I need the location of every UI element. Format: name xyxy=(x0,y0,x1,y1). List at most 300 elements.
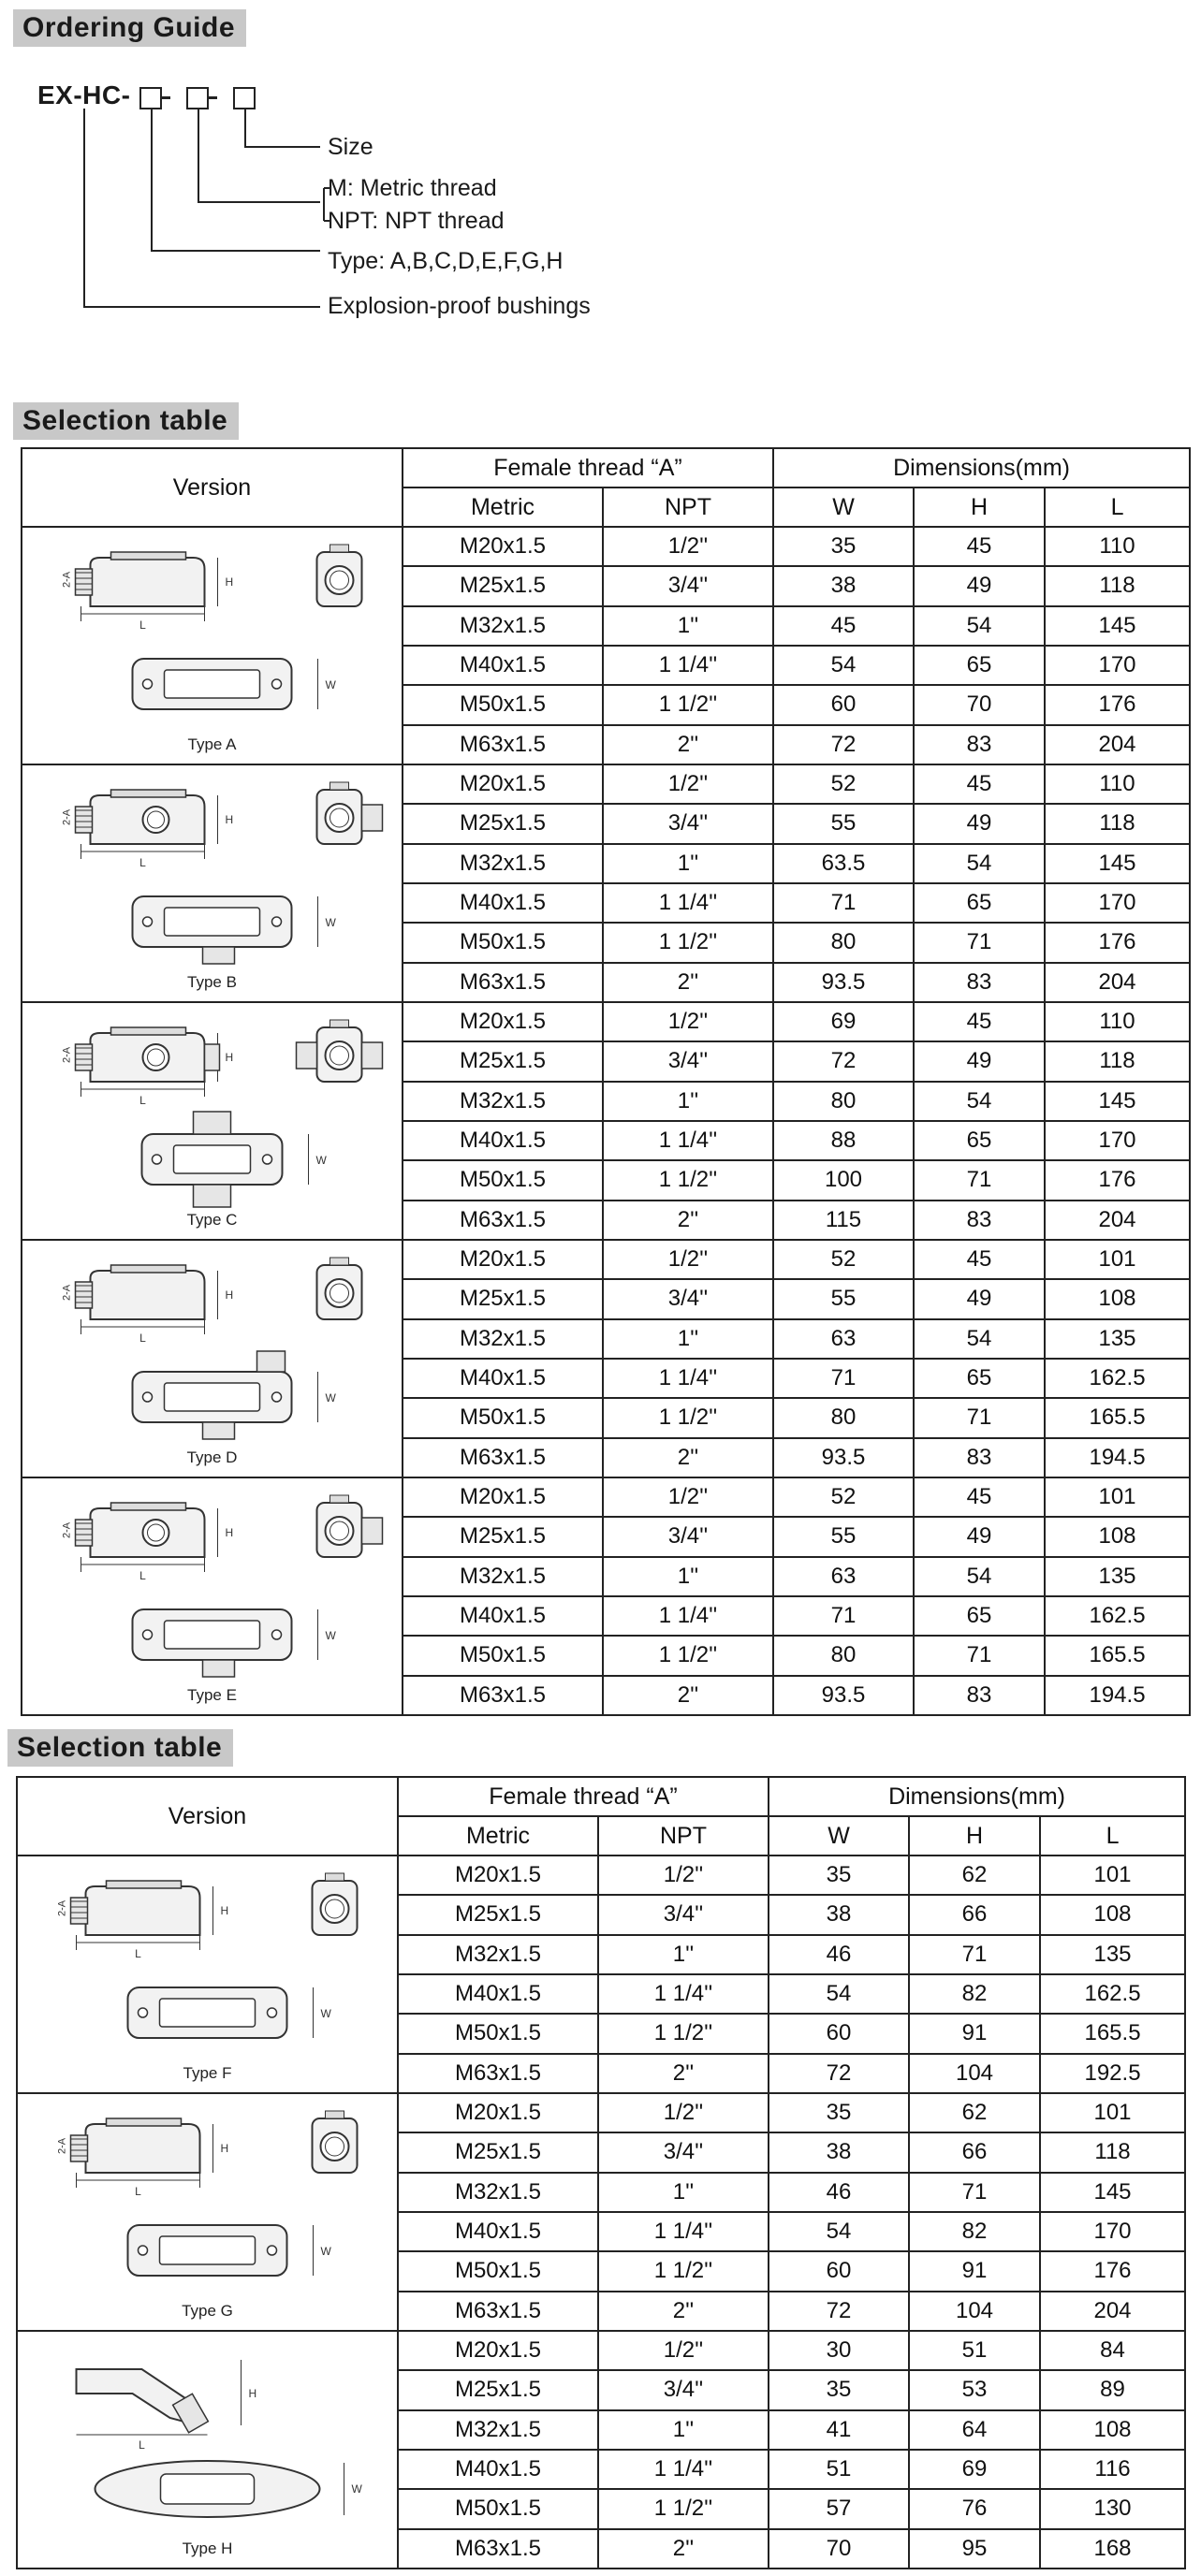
cell-npt: 1 1/2'' xyxy=(598,2014,769,2053)
cell-l: 145 xyxy=(1045,606,1190,646)
ordering-guide xyxy=(0,0,1201,393)
table-row xyxy=(22,1002,1190,1041)
cell-npt: 3/4'' xyxy=(603,1041,773,1081)
svg-text:2-A: 2-A xyxy=(61,1284,73,1301)
col-l-header: L xyxy=(1045,488,1190,527)
cell-l: 110 xyxy=(1045,764,1190,804)
cell-npt: 1'' xyxy=(603,1557,773,1596)
cell-h: 54 xyxy=(914,1557,1045,1596)
cell-npt: 3/4'' xyxy=(603,804,773,843)
version-cell-type-h xyxy=(17,2331,398,2569)
selection-table-title-1: Selection table xyxy=(13,402,239,440)
cell-metric: M63x1.5 xyxy=(403,1438,603,1477)
table-row xyxy=(17,2331,1185,2370)
cell-l: 170 xyxy=(1045,646,1190,685)
cell-h: 104 xyxy=(909,2054,1040,2093)
cell-l: 101 xyxy=(1040,2093,1185,2132)
selection-table-title-2: Selection table xyxy=(7,1729,233,1767)
cell-npt: 3/4'' xyxy=(598,2370,769,2409)
cell-w: 60 xyxy=(769,2251,909,2291)
svg-text:W: W xyxy=(325,678,336,691)
cell-h: 95 xyxy=(909,2529,1040,2569)
cell-l: 118 xyxy=(1045,566,1190,605)
cell-npt: 2'' xyxy=(603,1201,773,1240)
col-l-header: L xyxy=(1040,1816,1185,1856)
cell-h: 71 xyxy=(914,1160,1045,1200)
cell-w: 52 xyxy=(773,764,914,804)
cell-l: 204 xyxy=(1045,963,1190,1002)
cell-l: 110 xyxy=(1045,1002,1190,1041)
type-label: Type A xyxy=(187,735,237,753)
cell-metric: M63x1.5 xyxy=(398,2292,598,2331)
cell-npt: 2'' xyxy=(603,1676,773,1715)
cell-w: 55 xyxy=(773,1279,914,1318)
svg-text:W: W xyxy=(320,2007,331,2020)
cell-h: 83 xyxy=(914,1676,1045,1715)
cell-metric: M32x1.5 xyxy=(398,2173,598,2212)
cell-metric: M63x1.5 xyxy=(398,2054,598,2093)
cell-h: 64 xyxy=(909,2410,1040,2450)
label-metric-thread: M: Metric thread xyxy=(328,175,497,201)
type-h-drawing xyxy=(18,2332,397,2538)
cell-h: 45 xyxy=(914,1002,1045,1041)
cell-npt: 3/4'' xyxy=(603,1517,773,1556)
cell-w: 71 xyxy=(773,1596,914,1636)
cell-l: 162.5 xyxy=(1040,1974,1185,2014)
cell-h: 91 xyxy=(909,2014,1040,2053)
cell-l: 145 xyxy=(1045,1082,1190,1121)
cell-w: 71 xyxy=(773,1359,914,1398)
svg-text:2-A: 2-A xyxy=(56,1899,68,1916)
cell-l: 204 xyxy=(1045,725,1190,764)
cell-h: 65 xyxy=(914,1359,1045,1398)
selection-table-1 xyxy=(21,447,1191,1716)
cell-metric: M63x1.5 xyxy=(403,725,603,764)
cell-w: 63 xyxy=(773,1557,914,1596)
cell-metric: M32x1.5 xyxy=(403,1557,603,1596)
cell-h: 82 xyxy=(909,1974,1040,2014)
cell-metric: M63x1.5 xyxy=(398,2529,598,2569)
cell-l: 162.5 xyxy=(1045,1596,1190,1636)
cell-metric: M63x1.5 xyxy=(403,1676,603,1715)
cell-h: 82 xyxy=(909,2212,1040,2251)
cell-metric: M40x1.5 xyxy=(403,1121,603,1160)
cell-metric: M20x1.5 xyxy=(398,2093,598,2132)
label-size: Size xyxy=(328,134,373,160)
svg-text:L: L xyxy=(135,1947,141,1960)
cell-w: 30 xyxy=(769,2331,909,2370)
cell-h: 65 xyxy=(914,1596,1045,1636)
svg-text:L: L xyxy=(135,2185,141,2198)
cell-npt: 1/2'' xyxy=(603,527,773,566)
cell-npt: 1/2'' xyxy=(598,2331,769,2370)
cell-w: 100 xyxy=(773,1160,914,1200)
cell-npt: 1 1/4'' xyxy=(603,1596,773,1636)
cell-l: 118 xyxy=(1040,2132,1185,2172)
cell-metric: M25x1.5 xyxy=(403,1041,603,1081)
cell-h: 49 xyxy=(914,1517,1045,1556)
cell-l: 192.5 xyxy=(1040,2054,1185,2093)
col-npt-header: NPT xyxy=(603,488,773,527)
header-row-1 xyxy=(22,448,1190,488)
cell-npt: 1'' xyxy=(598,2410,769,2450)
cell-npt: 2'' xyxy=(598,2292,769,2331)
cell-metric: M50x1.5 xyxy=(398,2489,598,2528)
cell-metric: M20x1.5 xyxy=(403,527,603,566)
cell-metric: M32x1.5 xyxy=(398,1935,598,1974)
version-cell-type-a xyxy=(22,527,403,764)
svg-text:H: H xyxy=(248,2387,257,2400)
ordering-code-diagram xyxy=(0,0,1201,393)
version-cell-type-d xyxy=(22,1240,403,1477)
cell-npt: 2'' xyxy=(603,963,773,1002)
cell-h: 71 xyxy=(909,1935,1040,1974)
cell-h: 54 xyxy=(914,1319,1045,1359)
col-dimensions-header: Dimensions(mm) xyxy=(769,1777,1185,1816)
cell-npt: 1'' xyxy=(603,1082,773,1121)
cell-w: 54 xyxy=(773,646,914,685)
svg-text:L: L xyxy=(139,1094,146,1107)
svg-text:W: W xyxy=(320,2245,331,2258)
cell-h: 45 xyxy=(914,1477,1045,1517)
col-version-header: Version xyxy=(17,1777,398,1856)
cell-h: 91 xyxy=(909,2251,1040,2291)
type-g-drawing xyxy=(18,2094,397,2300)
cell-w: 71 xyxy=(773,883,914,923)
cell-l: 84 xyxy=(1040,2331,1185,2370)
cell-h: 49 xyxy=(914,1041,1045,1081)
cell-w: 60 xyxy=(773,685,914,724)
cell-metric: M50x1.5 xyxy=(403,685,603,724)
cell-h: 70 xyxy=(914,685,1045,724)
cell-l: 108 xyxy=(1045,1279,1190,1318)
cell-l: 135 xyxy=(1040,1935,1185,1974)
cell-h: 66 xyxy=(909,2132,1040,2172)
cell-npt: 1/2'' xyxy=(603,1240,773,1279)
cell-metric: M50x1.5 xyxy=(398,2014,598,2053)
size-box-thread xyxy=(187,88,208,109)
cell-w: 45 xyxy=(773,606,914,646)
cell-l: 168 xyxy=(1040,2529,1185,2569)
cell-metric: M40x1.5 xyxy=(398,2212,598,2251)
label-type: Type: A,B,C,D,E,F,G,H xyxy=(328,248,564,274)
svg-text:H: H xyxy=(225,1526,234,1539)
svg-text:H: H xyxy=(225,813,234,826)
cell-w: 88 xyxy=(773,1121,914,1160)
cell-h: 83 xyxy=(914,1438,1045,1477)
svg-text:H: H xyxy=(225,575,234,589)
cell-w: 72 xyxy=(773,725,914,764)
type-label: Type B xyxy=(187,973,237,991)
cell-l: 89 xyxy=(1040,2370,1185,2409)
table-row xyxy=(17,2093,1185,2132)
cell-l: 135 xyxy=(1045,1319,1190,1359)
cell-h: 83 xyxy=(914,963,1045,1002)
svg-text:W: W xyxy=(325,1391,336,1404)
type-label: Type G xyxy=(182,2302,233,2320)
cell-l: 108 xyxy=(1040,1895,1185,1934)
svg-text:W: W xyxy=(325,1629,336,1642)
cell-npt: 1 1/4'' xyxy=(598,2450,769,2489)
version-cell-type-g xyxy=(17,2093,398,2331)
cell-npt: 1'' xyxy=(598,2173,769,2212)
cell-l: 116 xyxy=(1040,2450,1185,2489)
cell-metric: M40x1.5 xyxy=(398,1974,598,2014)
cell-metric: M25x1.5 xyxy=(403,1517,603,1556)
cell-h: 71 xyxy=(914,1636,1045,1675)
cell-h: 83 xyxy=(914,1201,1045,1240)
svg-text:L: L xyxy=(139,856,146,869)
cell-npt: 1'' xyxy=(603,1319,773,1359)
cell-npt: 1 1/4'' xyxy=(603,1121,773,1160)
type-label: Type C xyxy=(186,1211,238,1229)
cell-w: 57 xyxy=(769,2489,909,2528)
cell-npt: 1 1/2'' xyxy=(598,2489,769,2528)
cell-l: 130 xyxy=(1040,2489,1185,2528)
table-row xyxy=(17,1856,1185,1895)
cell-h: 54 xyxy=(914,1082,1045,1121)
cell-metric: M25x1.5 xyxy=(398,2132,598,2172)
cell-w: 60 xyxy=(769,2014,909,2053)
cell-l: 165.5 xyxy=(1040,2014,1185,2053)
cell-h: 49 xyxy=(914,1279,1045,1318)
type-label: Type F xyxy=(183,2064,232,2082)
cell-w: 80 xyxy=(773,1398,914,1437)
cell-npt: 1'' xyxy=(603,844,773,883)
cell-w: 52 xyxy=(773,1240,914,1279)
cell-w: 38 xyxy=(769,1895,909,1934)
cell-metric: M63x1.5 xyxy=(403,963,603,1002)
cell-l: 165.5 xyxy=(1045,1636,1190,1675)
cell-h: 62 xyxy=(909,1856,1040,1895)
cell-metric: M50x1.5 xyxy=(403,1160,603,1200)
table-row xyxy=(22,527,1190,566)
cell-metric: M50x1.5 xyxy=(403,1398,603,1437)
cell-metric: M50x1.5 xyxy=(398,2251,598,2291)
cell-npt: 1/2'' xyxy=(598,1856,769,1895)
cell-l: 204 xyxy=(1045,1201,1190,1240)
cell-w: 93.5 xyxy=(773,1438,914,1477)
col-npt-header: NPT xyxy=(598,1816,769,1856)
cell-l: 101 xyxy=(1045,1240,1190,1279)
cell-w: 55 xyxy=(773,1517,914,1556)
cell-npt: 3/4'' xyxy=(603,566,773,605)
cell-npt: 1/2'' xyxy=(603,1477,773,1517)
cell-metric: M63x1.5 xyxy=(403,1201,603,1240)
cell-npt: 2'' xyxy=(598,2529,769,2569)
cell-metric: M32x1.5 xyxy=(398,2410,598,2450)
type-f-drawing xyxy=(18,1856,397,2062)
cell-h: 69 xyxy=(909,2450,1040,2489)
cell-w: 51 xyxy=(769,2450,909,2489)
cell-l: 170 xyxy=(1040,2212,1185,2251)
type-c-drawing xyxy=(22,1003,402,1209)
svg-text:2-A: 2-A xyxy=(61,808,73,825)
cell-l: 176 xyxy=(1045,923,1190,962)
svg-text:L: L xyxy=(139,1569,146,1582)
cell-l: 145 xyxy=(1040,2173,1185,2212)
cell-w: 35 xyxy=(773,527,914,566)
cell-w: 72 xyxy=(769,2054,909,2093)
cell-metric: M20x1.5 xyxy=(403,1002,603,1041)
cell-metric: M40x1.5 xyxy=(403,1359,603,1398)
cell-l: 108 xyxy=(1045,1517,1190,1556)
col-female-thread-header: Female thread “A” xyxy=(403,448,773,488)
cell-metric: M25x1.5 xyxy=(403,804,603,843)
cell-w: 70 xyxy=(769,2529,909,2569)
cell-npt: 2'' xyxy=(603,1438,773,1477)
cell-npt: 1 1/2'' xyxy=(603,923,773,962)
cell-npt: 3/4'' xyxy=(603,1279,773,1318)
cell-w: 63.5 xyxy=(773,844,914,883)
size-box-size xyxy=(234,88,255,109)
cell-metric: M40x1.5 xyxy=(403,1596,603,1636)
cell-npt: 1'' xyxy=(598,1935,769,1974)
cell-l: 101 xyxy=(1045,1477,1190,1517)
table-row xyxy=(22,1240,1190,1279)
svg-text:2-A: 2-A xyxy=(61,1521,73,1538)
cell-w: 54 xyxy=(769,1974,909,2014)
cell-w: 38 xyxy=(773,566,914,605)
cell-w: 115 xyxy=(773,1201,914,1240)
cell-w: 54 xyxy=(769,2212,909,2251)
svg-text:L: L xyxy=(139,619,146,632)
cell-l: 145 xyxy=(1045,844,1190,883)
cell-metric: M40x1.5 xyxy=(398,2450,598,2489)
col-metric-header: Metric xyxy=(403,488,603,527)
cell-h: 65 xyxy=(914,883,1045,923)
cell-metric: M32x1.5 xyxy=(403,1319,603,1359)
cell-npt: 1 1/2'' xyxy=(603,1398,773,1437)
cell-npt: 2'' xyxy=(598,2054,769,2093)
col-h-header: H xyxy=(914,488,1045,527)
cell-w: 93.5 xyxy=(773,1676,914,1715)
cell-w: 46 xyxy=(769,2173,909,2212)
svg-text:W: W xyxy=(315,1154,327,1167)
cell-l: 101 xyxy=(1040,1856,1185,1895)
type-label: Type H xyxy=(182,2540,233,2557)
label-npt-thread: NPT: NPT thread xyxy=(328,208,505,234)
table-row xyxy=(22,1477,1190,1517)
cell-npt: 3/4'' xyxy=(598,1895,769,1934)
cell-l: 162.5 xyxy=(1045,1359,1190,1398)
version-cell-type-b xyxy=(22,764,403,1002)
cell-npt: 1/2'' xyxy=(603,1002,773,1041)
cell-npt: 1/2'' xyxy=(598,2093,769,2132)
cell-metric: M32x1.5 xyxy=(403,606,603,646)
cell-metric: M50x1.5 xyxy=(403,923,603,962)
cell-l: 170 xyxy=(1045,883,1190,923)
selection-table-2 xyxy=(16,1776,1186,2569)
cell-w: 55 xyxy=(773,804,914,843)
cell-metric: M20x1.5 xyxy=(398,1856,598,1895)
cell-npt: 1 1/4'' xyxy=(598,2212,769,2251)
header-row-1 xyxy=(17,1777,1185,1816)
cell-metric: M32x1.5 xyxy=(403,1082,603,1121)
cell-npt: 1 1/2'' xyxy=(603,1636,773,1675)
version-cell-type-f xyxy=(17,1856,398,2093)
svg-text:W: W xyxy=(325,916,336,929)
cell-h: 45 xyxy=(914,1240,1045,1279)
cell-l: 176 xyxy=(1045,1160,1190,1200)
svg-text:W: W xyxy=(351,2482,362,2496)
svg-text:H: H xyxy=(225,1051,234,1064)
label-bushings: Explosion-proof bushings xyxy=(328,293,591,319)
cell-npt: 3/4'' xyxy=(598,2132,769,2172)
cell-l: 204 xyxy=(1040,2292,1185,2331)
cell-metric: M40x1.5 xyxy=(403,883,603,923)
type-label: Type D xyxy=(186,1448,238,1466)
cell-metric: M25x1.5 xyxy=(398,2370,598,2409)
cell-npt: 1 1/2'' xyxy=(603,1160,773,1200)
cell-w: 63 xyxy=(773,1319,914,1359)
cell-w: 80 xyxy=(773,1082,914,1121)
version-cell-type-e xyxy=(22,1477,403,1715)
svg-text:H: H xyxy=(225,1288,234,1302)
svg-text:H: H xyxy=(220,1904,229,1917)
type-d-drawing xyxy=(22,1241,402,1447)
cell-npt: 1 1/2'' xyxy=(598,2251,769,2291)
cell-w: 41 xyxy=(769,2410,909,2450)
type-b-drawing xyxy=(22,765,402,971)
cell-l: 170 xyxy=(1045,1121,1190,1160)
col-version-header: Version xyxy=(22,448,403,527)
cell-h: 54 xyxy=(914,844,1045,883)
ordering-code-prefix: EX-HC- xyxy=(37,80,131,109)
cell-l: 176 xyxy=(1040,2251,1185,2291)
svg-text:L: L xyxy=(139,1332,146,1345)
cell-w: 69 xyxy=(773,1002,914,1041)
cell-w: 46 xyxy=(769,1935,909,1974)
cell-h: 71 xyxy=(909,2173,1040,2212)
cell-l: 108 xyxy=(1040,2410,1185,2450)
cell-metric: M25x1.5 xyxy=(403,1279,603,1318)
cell-npt: 1 1/4'' xyxy=(603,883,773,923)
cell-l: 118 xyxy=(1045,804,1190,843)
svg-text:2-A: 2-A xyxy=(61,571,73,588)
cell-w: 38 xyxy=(769,2132,909,2172)
cell-w: 35 xyxy=(769,2370,909,2409)
cell-l: 176 xyxy=(1045,685,1190,724)
cell-l: 194.5 xyxy=(1045,1438,1190,1477)
table-row xyxy=(22,764,1190,804)
cell-h: 51 xyxy=(909,2331,1040,2370)
cell-metric: M25x1.5 xyxy=(403,566,603,605)
cell-metric: M20x1.5 xyxy=(403,1240,603,1279)
cell-npt: 1 1/4'' xyxy=(603,646,773,685)
ordering-guide-title: Ordering Guide xyxy=(13,9,246,47)
cell-l: 135 xyxy=(1045,1557,1190,1596)
cell-h: 104 xyxy=(909,2292,1040,2331)
cell-h: 65 xyxy=(914,1121,1045,1160)
col-dimensions-header: Dimensions(mm) xyxy=(773,448,1190,488)
cell-h: 53 xyxy=(909,2370,1040,2409)
cell-npt: 1 1/2'' xyxy=(603,685,773,724)
cell-l: 110 xyxy=(1045,527,1190,566)
type-a-drawing xyxy=(22,528,402,734)
cell-w: 72 xyxy=(769,2292,909,2331)
cell-npt: 1 1/4'' xyxy=(598,1974,769,2014)
cell-w: 80 xyxy=(773,1636,914,1675)
cell-h: 49 xyxy=(914,804,1045,843)
col-w-header: W xyxy=(769,1816,909,1856)
type-e-drawing xyxy=(22,1478,402,1684)
size-box-type xyxy=(140,88,161,109)
cell-w: 35 xyxy=(769,2093,909,2132)
svg-text:2-A: 2-A xyxy=(61,1046,73,1063)
cell-h: 83 xyxy=(914,725,1045,764)
svg-text:L: L xyxy=(139,2438,145,2452)
